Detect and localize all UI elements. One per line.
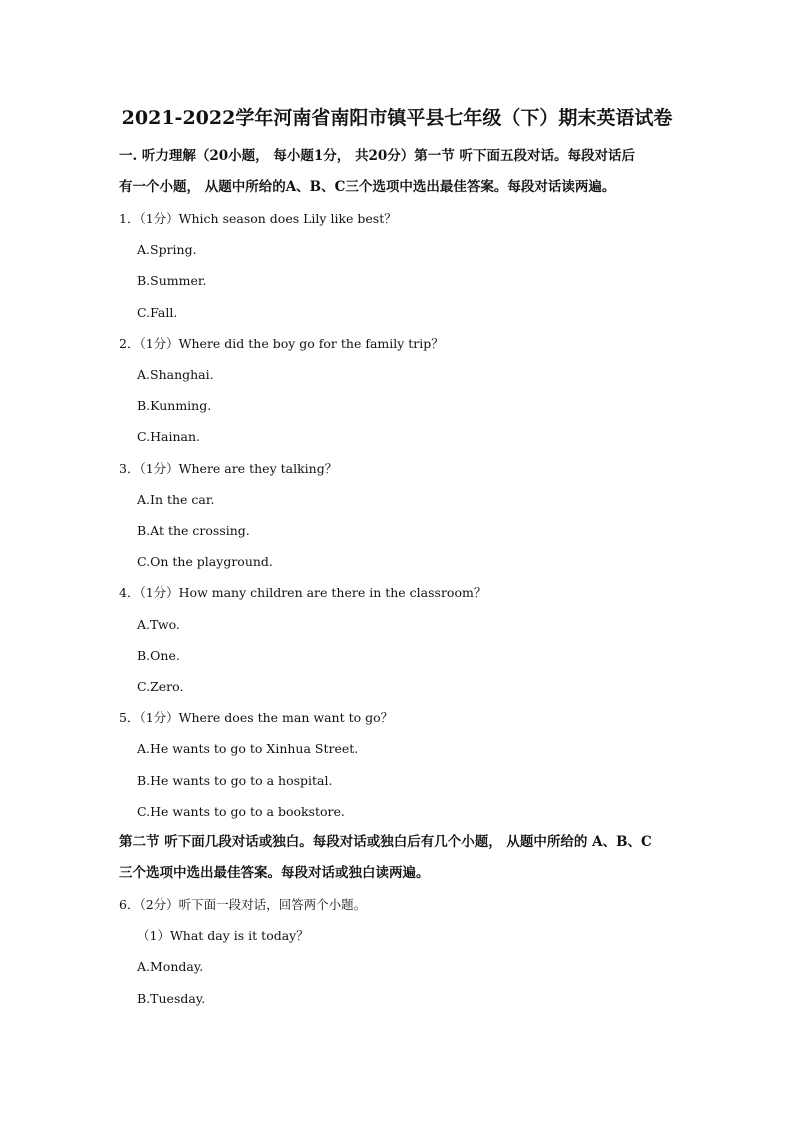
question-stem: 4．（1分）How many children are there in the classroom？ bbox=[119, 585, 487, 601]
question-6 bbox=[119, 889, 675, 1014]
section1-heading-line2: 有一个小题， 从题中所给的A、B、C三个选项中选出最佳答案。每段对话读两遍。 bbox=[119, 179, 616, 195]
option-a: A.Shanghai. bbox=[137, 367, 214, 383]
option-a: A.Spring. bbox=[137, 242, 197, 258]
option-c: C.Zero. bbox=[137, 679, 184, 695]
question-stem: 2．（1分）Where did the boy go for the family trip？ bbox=[119, 335, 444, 351]
question-5 bbox=[119, 702, 675, 827]
question-4 bbox=[119, 577, 675, 702]
option-c: C.Fall. bbox=[137, 304, 178, 320]
question-stem: 1．（1分）Which season does Lily like best？ bbox=[119, 211, 397, 226]
question-3 bbox=[119, 453, 675, 578]
question-1 bbox=[119, 203, 675, 328]
section2-heading-line1: 第二节 听下面几段对话或独白。每段对话或独白后有几个小题， 从题中所给的 A、B、C bbox=[119, 834, 652, 851]
section1-heading-line1: 一. 听力理解（20小题， 每小题1分， 共20分）第一节 听下面五段对话。每段对话后 bbox=[119, 148, 635, 164]
question-stem: 3．（1分）Where are they talking？ bbox=[119, 460, 338, 476]
exam-content bbox=[119, 141, 675, 1014]
option-b: B.He wants to go to a hospital. bbox=[137, 772, 333, 788]
option-a: A.He wants to go to Xinhua Street. bbox=[137, 741, 359, 757]
sub-question-stem: （1）What day is it today？ bbox=[137, 928, 309, 944]
section2-heading-line2: 三个选项中选出最佳答案。每段对话或独白读两遍。 bbox=[119, 865, 430, 882]
option-c: C.Hainan. bbox=[137, 429, 200, 445]
option-a: A.Monday. bbox=[137, 959, 204, 975]
option-b: B.Kunming. bbox=[137, 398, 212, 414]
option-b: B.Summer. bbox=[137, 273, 207, 289]
option-c: C.On the playground. bbox=[137, 554, 273, 570]
option-b: B.One. bbox=[137, 647, 180, 663]
option-a: A.Two. bbox=[137, 616, 180, 632]
option-b: B.At the crossing. bbox=[137, 523, 250, 539]
option-c: C.He wants to go to a bookstore. bbox=[137, 803, 345, 819]
question-stem: 6．（2分）听下面一段对话，回答两个小题。 bbox=[119, 897, 367, 913]
page-title: 2021-2022学年河南省南阳市镇平县七年级（下）期末英语试卷 bbox=[121, 107, 673, 129]
question-2 bbox=[119, 328, 675, 453]
option-a: A.In the car. bbox=[137, 491, 215, 507]
option-b: B.Tuesday. bbox=[137, 990, 206, 1006]
question-stem: 5．（1分）Where does the man want to go？ bbox=[119, 710, 394, 726]
